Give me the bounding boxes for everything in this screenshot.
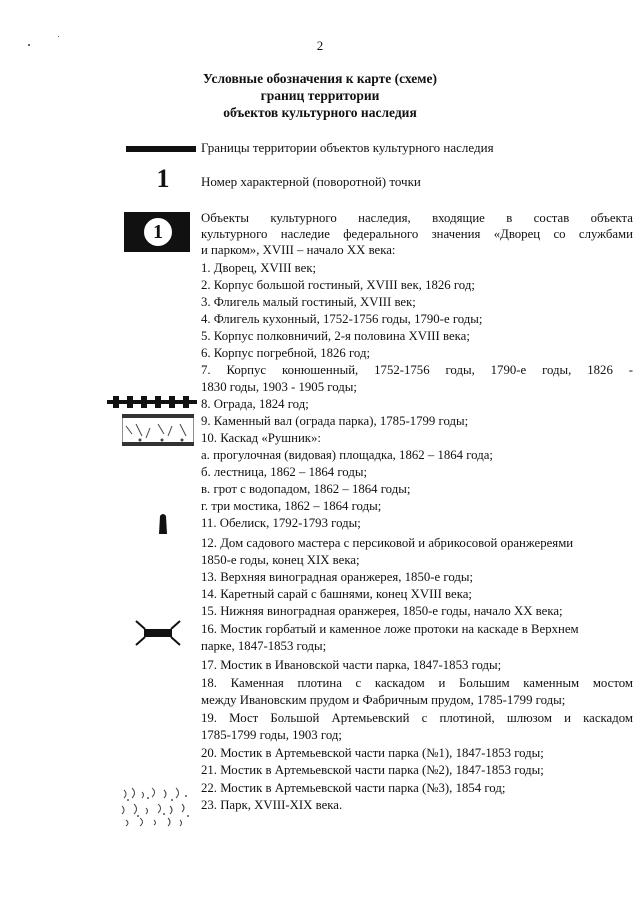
objects-intro-line: и парком», XVIII – начало XX века: — [201, 243, 396, 257]
fence-symbol — [107, 396, 197, 410]
list-item: 6. Корпус погребной, 1826 год; — [201, 346, 371, 360]
list-item: а. прогулочная (видовая) площадка, 1862 – 1864 года; — [201, 448, 493, 462]
list-item: 19. Мост Большой Артемьевский с плотиной, шлюзом и каскадом — [201, 711, 633, 725]
list-item: 9. Каменный вал (ограда парка), 1785-1799 годы; — [201, 414, 469, 428]
legend-boundary-text: Границы территории объектов культурного наследия — [201, 140, 494, 155]
object-badge-number: 1 — [153, 221, 163, 243]
list-item: 17. Мостик в Ивановской части парка, 1847-1853 годы; — [201, 658, 502, 672]
list-item: 23. Парк, XVIII-XIX века. — [201, 798, 343, 812]
list-item: 20. Мостик в Артемьевской части парка (№1), 1847-1853 годы; — [201, 746, 544, 760]
list-item: 4. Флигель кухонный, 1752-1756 годы, 1790-е годы; — [201, 312, 483, 326]
park-symbol — [118, 784, 192, 828]
list-item: 18. Каменная плотина с каскадом и Большим каменным мостом — [201, 676, 633, 690]
page-title — [0, 70, 640, 121]
list-item: 11. Обелиск, 1792-1793 годы; — [201, 516, 361, 530]
list-item: б. лестница, 1862 – 1864 годы; — [201, 465, 367, 479]
point-number-symbol: 1 — [156, 164, 170, 193]
list-item: 1. Дворец, XVIII век; — [201, 261, 317, 275]
list-item: 10. Каскад «Рушник»: — [201, 431, 321, 445]
object-badge-symbol — [124, 212, 190, 252]
list-item: г. три мостика, 1862 – 1864 годы; — [201, 499, 382, 513]
stone-wall-symbol — [122, 414, 194, 446]
list-item: 5. Корпус полковничий, 2-я половина XVIII века; — [201, 329, 470, 343]
list-item: 7. Корпус конюшенный, 1752-1756 годы, 1790-е годы, 1826 - — [201, 363, 633, 377]
title-line: Условные обозначения к карте (схеме) — [203, 71, 437, 86]
list-item: парке, 1847-1853 годы; — [201, 639, 327, 653]
list-item: 2. Корпус большой гостиный, XVIII век, 1826 год; — [201, 278, 475, 292]
obelisk-symbol — [157, 512, 169, 534]
list-item: 1830 годы, 1903 - 1905 годы; — [201, 380, 357, 394]
list-item: 3. Флигель малый гостиный, XVIII век; — [201, 295, 416, 309]
legend-point-text: Номер характерной (поворотной) точки — [201, 174, 421, 189]
list-item: 21. Мостик в Артемьевской части парка (№2), 1847-1853 годы; — [201, 763, 544, 777]
list-item: в. грот с водопадом, 1862 – 1864 годы; — [201, 482, 411, 496]
objects-intro-line: Объекты культурного наследия, входящие в состав объекта — [201, 211, 633, 225]
title-line: границ территории — [260, 88, 380, 103]
page-number: 2 — [316, 38, 324, 53]
scan-speck — [58, 36, 59, 37]
objects-intro-line: культурного наследие федерального значения «Дворец со службами — [201, 227, 633, 241]
list-item: 1850-е годы, конец XIX века; — [201, 553, 360, 567]
list-item: 16. Мостик горбатый и каменное ложе протоки на каскаде в Верхнем — [201, 622, 579, 636]
list-item: 15. Нижняя виноградная оранжерея, 1850-е годы, начало XX века; — [201, 604, 563, 618]
boundary-line-symbol — [126, 146, 196, 152]
list-item: 14. Каретный сарай с башнями, конец XVIII века; — [201, 587, 472, 601]
list-item: 1785-1799 годы, 1903 год; — [201, 728, 342, 742]
bridge-symbol — [135, 620, 181, 646]
list-item: между Ивановским прудом и Фабричным прудом, 1785-1799 годы; — [201, 693, 566, 707]
list-item: 22. Мостик в Артемьевской части парка (№3), 1854 год; — [201, 781, 506, 795]
list-item: 8. Ограда, 1824 год; — [201, 397, 309, 411]
list-item: 12. Дом садового мастера с персиковой и абрикосовой оранжереями — [201, 536, 574, 550]
list-item: 13. Верхняя виноградная оранжерея, 1850-е годы; — [201, 570, 474, 584]
title-line: объектов культурного наследия — [223, 105, 417, 120]
